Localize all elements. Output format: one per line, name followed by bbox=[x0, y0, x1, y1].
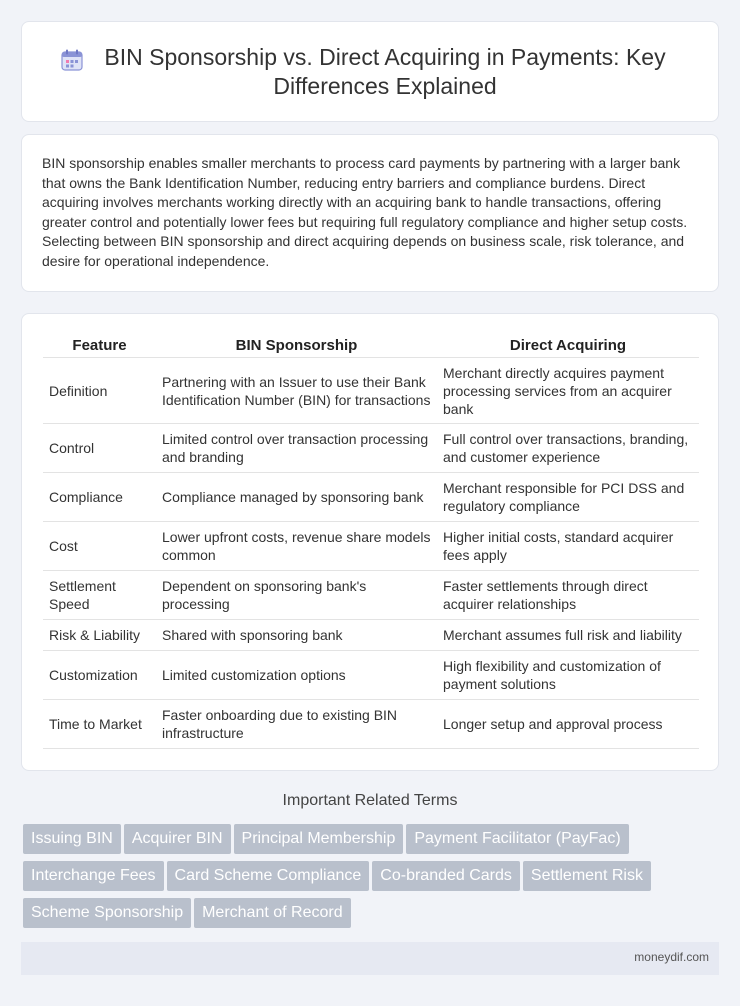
feature-cell: Control bbox=[43, 424, 156, 473]
table-row bbox=[43, 620, 699, 651]
bin-cell: Dependent on sponsoring bank's processing bbox=[156, 571, 437, 620]
table-row bbox=[43, 571, 699, 620]
feature-cell: Time to Market bbox=[43, 700, 156, 749]
feature-cell: Customization bbox=[43, 651, 156, 700]
direct-cell: High flexibility and customization of payment solutions bbox=[437, 651, 699, 700]
intro-paragraph: BIN sponsorship enables smaller merchants to process card payments by partnering with a larger bank that owns the Bank Identification Number, reducing entry barriers and compliance burdens. Direct acquiring involves merchants working directly with an acquiring bank to handle transactions, offering greater control and potentially lower fees but requiring full regulatory compliance and higher setup costs. Selecting between BIN sponsorship and direct acquiring depends on business scale, risk tolerance, and desire for operational independence. bbox=[42, 155, 688, 269]
footer bbox=[21, 942, 719, 975]
direct-cell: Longer setup and approval process bbox=[437, 700, 699, 749]
bin-cell: Limited customization options bbox=[156, 651, 437, 700]
title-card bbox=[21, 21, 719, 122]
direct-cell: Faster settlements through direct acquirer relationships bbox=[437, 571, 699, 620]
related-term-tag[interactable]: Card Scheme Compliance bbox=[167, 861, 370, 891]
intro-card bbox=[21, 134, 719, 292]
related-term-tag[interactable]: Settlement Risk bbox=[523, 861, 651, 891]
related-term-tag[interactable]: Principal Membership bbox=[234, 824, 404, 854]
related-term-tag[interactable]: Scheme Sponsorship bbox=[23, 898, 191, 928]
related-term-tag[interactable]: Interchange Fees bbox=[23, 861, 164, 891]
bin-cell: Limited control over transaction processing and branding bbox=[156, 424, 437, 473]
bin-cell: Faster onboarding due to existing BIN infrastructure bbox=[156, 700, 437, 749]
table-row bbox=[43, 358, 699, 424]
bin-cell: Compliance managed by sponsoring bank bbox=[156, 473, 437, 522]
header-bin-sponsorship: BIN Sponsorship bbox=[156, 334, 437, 358]
direct-cell: Merchant directly acquires payment processing services from an acquirer bank bbox=[437, 358, 699, 424]
direct-cell: Merchant assumes full risk and liability bbox=[437, 620, 699, 651]
feature-cell: Compliance bbox=[43, 473, 156, 522]
feature-cell: Risk & Liability bbox=[43, 620, 156, 651]
comparison-card bbox=[21, 313, 719, 771]
related-terms-title: Important Related Terms bbox=[282, 792, 458, 809]
table-header-row bbox=[43, 334, 699, 358]
table-row bbox=[43, 522, 699, 571]
table-row bbox=[43, 424, 699, 473]
header-direct-acquiring: Direct Acquiring bbox=[437, 334, 699, 358]
table-row bbox=[43, 473, 699, 522]
page-title: BIN Sponsorship vs. Direct Acquiring in Payments: Key Differences Explained bbox=[104, 43, 666, 99]
related-term-tag[interactable]: Merchant of Record bbox=[194, 898, 351, 928]
footer-site-link[interactable]: moneydif.com bbox=[634, 950, 709, 964]
feature-cell: Settlement Speed bbox=[43, 571, 156, 620]
direct-cell: Full control over transactions, branding, and customer experience bbox=[437, 424, 699, 473]
direct-cell: Merchant responsible for PCI DSS and regulatory compliance bbox=[437, 473, 699, 522]
direct-cell: Higher initial costs, standard acquirer fees apply bbox=[437, 522, 699, 571]
bin-cell: Shared with sponsoring bank bbox=[156, 620, 437, 651]
bin-cell: Lower upfront costs, revenue share models common bbox=[156, 522, 437, 571]
feature-cell: Definition bbox=[43, 358, 156, 424]
feature-cell: Cost bbox=[43, 522, 156, 571]
table-row bbox=[43, 651, 699, 700]
related-term-tag[interactable]: Acquirer BIN bbox=[124, 824, 231, 854]
related-term-tag[interactable]: Issuing BIN bbox=[23, 824, 121, 854]
bin-cell: Partnering with an Issuer to use their Bank Identification Number (BIN) for transactions bbox=[156, 358, 437, 424]
table-row bbox=[43, 700, 699, 749]
related-terms-list bbox=[23, 824, 673, 935]
header-feature: Feature bbox=[43, 334, 156, 358]
comparison-table bbox=[43, 334, 699, 749]
related-term-tag[interactable]: Payment Facilitator (PayFac) bbox=[406, 824, 628, 854]
related-term-tag[interactable]: Co-branded Cards bbox=[372, 861, 520, 891]
